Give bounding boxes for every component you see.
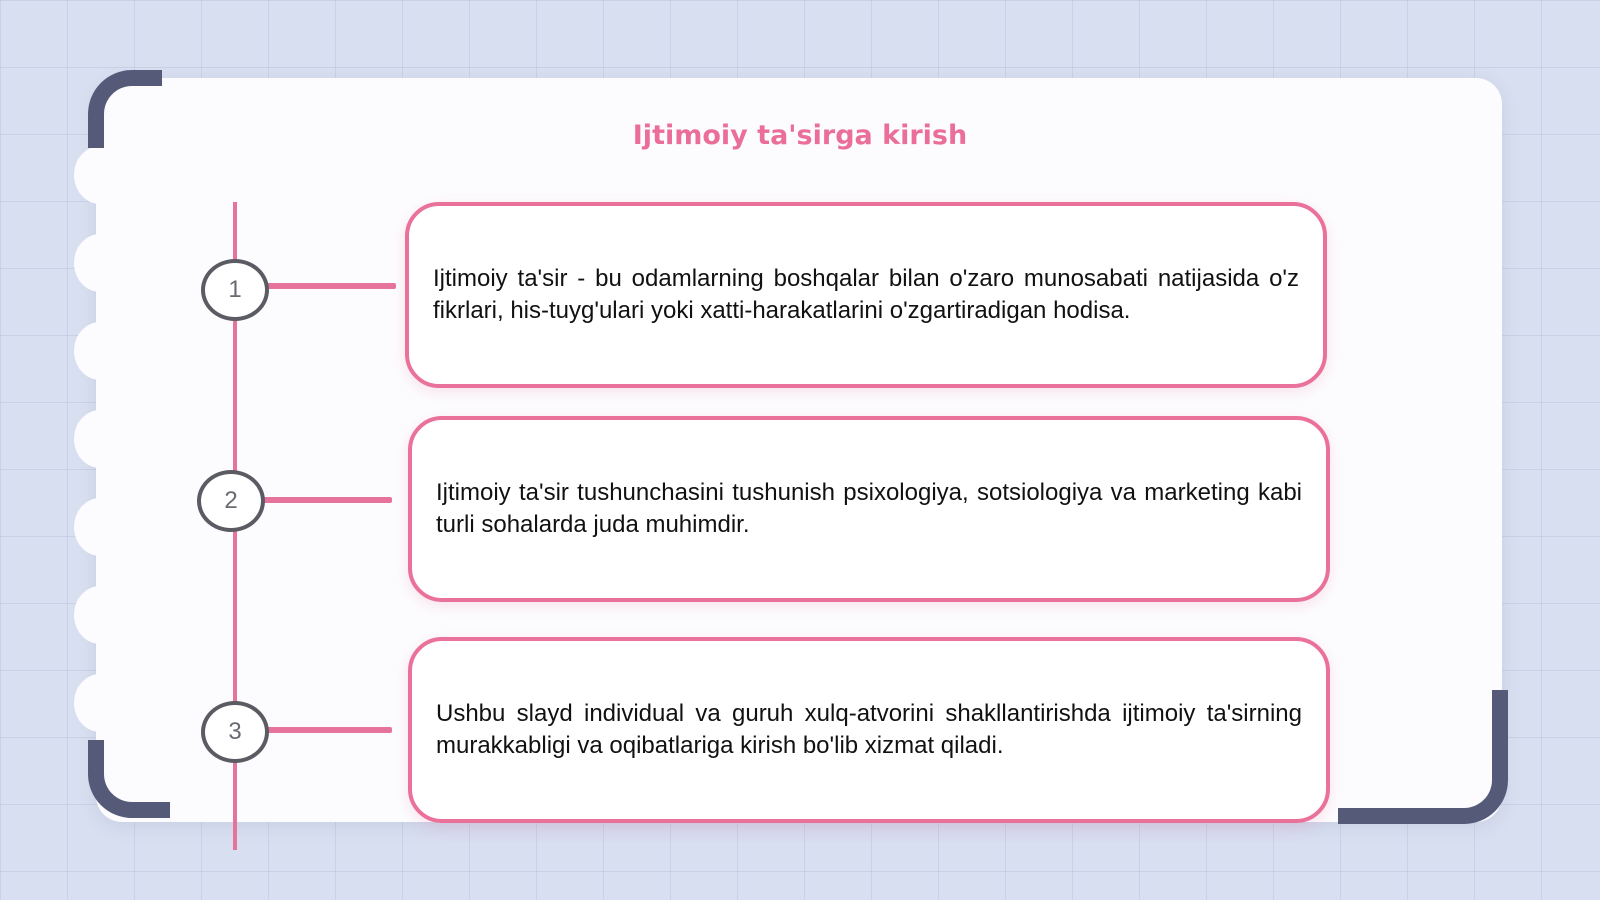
slide-title: Ijtimoiy ta'sirga kirish bbox=[632, 120, 968, 151]
text-box-1 bbox=[405, 202, 1327, 388]
notebook-notch bbox=[74, 674, 126, 732]
notebook-notch bbox=[74, 234, 126, 292]
text-box-3-text: Ushbu slayd individual va guruh xulq-atvorini shakllantirishda ijtimoiy ta'sirning murakkabligi va oqibatlariga kirish bo'lib xizmat qiladi. bbox=[436, 700, 1302, 759]
notebook-notch bbox=[74, 322, 126, 380]
notebook-notch bbox=[74, 498, 126, 556]
step-number-1: 1 bbox=[201, 259, 269, 321]
timeline-connector bbox=[262, 497, 392, 503]
notebook-notch bbox=[74, 146, 126, 204]
text-box-2-text: Ijtimoiy ta'sir tushunchasini tushunish psixologiya, sotsiologiya va marketing kabi turli sohalarda juda muhimdir. bbox=[436, 479, 1302, 538]
corner-bracket-bottom-right bbox=[1338, 690, 1508, 824]
notebook-notch bbox=[74, 410, 126, 468]
step-number-3: 3 bbox=[201, 701, 269, 763]
text-box-3 bbox=[408, 637, 1330, 823]
notebook-notch bbox=[74, 586, 126, 644]
timeline-connector bbox=[266, 283, 396, 289]
text-box-1-text: Ijtimoiy ta'sir - bu odamlarning boshqalar bilan o'zaro munosabati natijasida o'z fikrlari, his-tuyg'ulari yoki xatti-harakatlarini o'zgartiradigan hodisa. bbox=[433, 265, 1299, 324]
timeline-connector bbox=[266, 727, 392, 733]
step-number-2: 2 bbox=[197, 470, 265, 532]
text-box-2 bbox=[408, 416, 1330, 602]
